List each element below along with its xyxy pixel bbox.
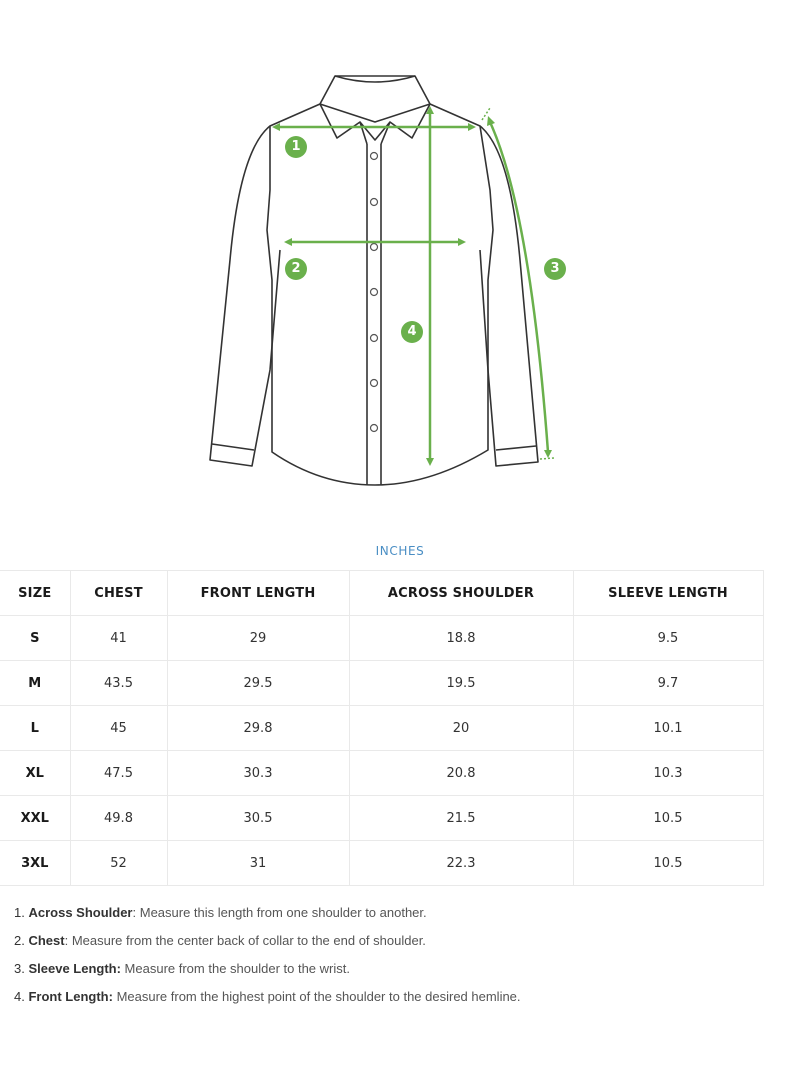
across-shoulder-cell: 18.8 — [349, 616, 573, 661]
table-row — [0, 796, 763, 841]
front-length-cell: 29.5 — [167, 661, 349, 706]
table-row — [0, 841, 763, 886]
note-term: Chest — [28, 933, 65, 948]
sleeve-length-cell: 9.7 — [573, 661, 763, 706]
note-text: Measure from the shoulder to the wrist. — [120, 961, 350, 976]
note-separator: : — [132, 905, 137, 920]
table-header-row — [0, 571, 763, 616]
sleeve-length-cell: 10.5 — [573, 841, 763, 886]
table-row — [0, 706, 763, 751]
sleeve-length-cell: 10.5 — [573, 796, 763, 841]
badge-2-chest: 2 — [285, 258, 307, 280]
badge-3-sleeve-length: 3 — [544, 258, 566, 280]
note-number: 3. — [14, 961, 25, 976]
size-chart-table — [0, 570, 764, 886]
shirt-outline-icon — [200, 60, 580, 500]
note-term: Front Length: — [28, 989, 113, 1004]
chest-cell: 47.5 — [70, 751, 167, 796]
size-cell: 3XL — [0, 841, 70, 886]
front-length-cell: 29.8 — [167, 706, 349, 751]
measurement-notes — [14, 903, 521, 1015]
note-term: Across Shoulder — [28, 905, 133, 920]
note-number: 4. — [14, 989, 25, 1004]
chest-cell: 45 — [70, 706, 167, 751]
table-row — [0, 751, 763, 796]
note-text: Measure this length from one shoulder to another. — [136, 905, 427, 920]
header-chest: CHEST — [70, 571, 167, 616]
chest-cell: 49.8 — [70, 796, 167, 841]
note-text: Measure from the center back of collar to the end of shoulder. — [68, 933, 426, 948]
size-cell: L — [0, 706, 70, 751]
table-row — [0, 616, 763, 661]
across-shoulder-cell: 20 — [349, 706, 573, 751]
note-term: Sleeve Length: — [28, 961, 121, 976]
header-front-length: FRONT LENGTH — [167, 571, 349, 616]
front-length-cell: 30.3 — [167, 751, 349, 796]
size-cell: XXL — [0, 796, 70, 841]
chest-cell: 41 — [70, 616, 167, 661]
header-across-shoulder: ACROSS SHOULDER — [349, 571, 573, 616]
size-cell: S — [0, 616, 70, 661]
note-text: Measure from the highest point of the shoulder to the desired hemline. — [112, 989, 521, 1004]
badge-4-front-length: 4 — [401, 321, 423, 343]
note-number: 1. — [14, 905, 25, 920]
shirt-measurement-diagram — [200, 60, 580, 500]
chest-cell: 52 — [70, 841, 167, 886]
front-length-cell: 29 — [167, 616, 349, 661]
note-sleeve-length — [14, 959, 521, 987]
note-chest — [14, 931, 521, 959]
chest-cell: 43.5 — [70, 661, 167, 706]
header-size: SIZE — [0, 571, 70, 616]
note-separator: : — [64, 933, 69, 948]
unit-label: INCHES — [375, 544, 425, 558]
size-cell: M — [0, 661, 70, 706]
badge-1-across-shoulder: 1 — [285, 136, 307, 158]
sleeve-length-cell: 10.3 — [573, 751, 763, 796]
across-shoulder-cell: 20.8 — [349, 751, 573, 796]
note-number: 2. — [14, 933, 25, 948]
header-sleeve-length: SLEEVE LENGTH — [573, 571, 763, 616]
across-shoulder-cell: 22.3 — [349, 841, 573, 886]
size-cell: XL — [0, 751, 70, 796]
across-shoulder-cell: 21.5 — [349, 796, 573, 841]
front-length-cell: 30.5 — [167, 796, 349, 841]
note-front-length — [14, 987, 521, 1015]
sleeve-length-cell: 10.1 — [573, 706, 763, 751]
sleeve-length-cell: 9.5 — [573, 616, 763, 661]
note-across-shoulder — [14, 903, 521, 931]
front-length-cell: 31 — [167, 841, 349, 886]
across-shoulder-cell: 19.5 — [349, 661, 573, 706]
table-row — [0, 661, 763, 706]
